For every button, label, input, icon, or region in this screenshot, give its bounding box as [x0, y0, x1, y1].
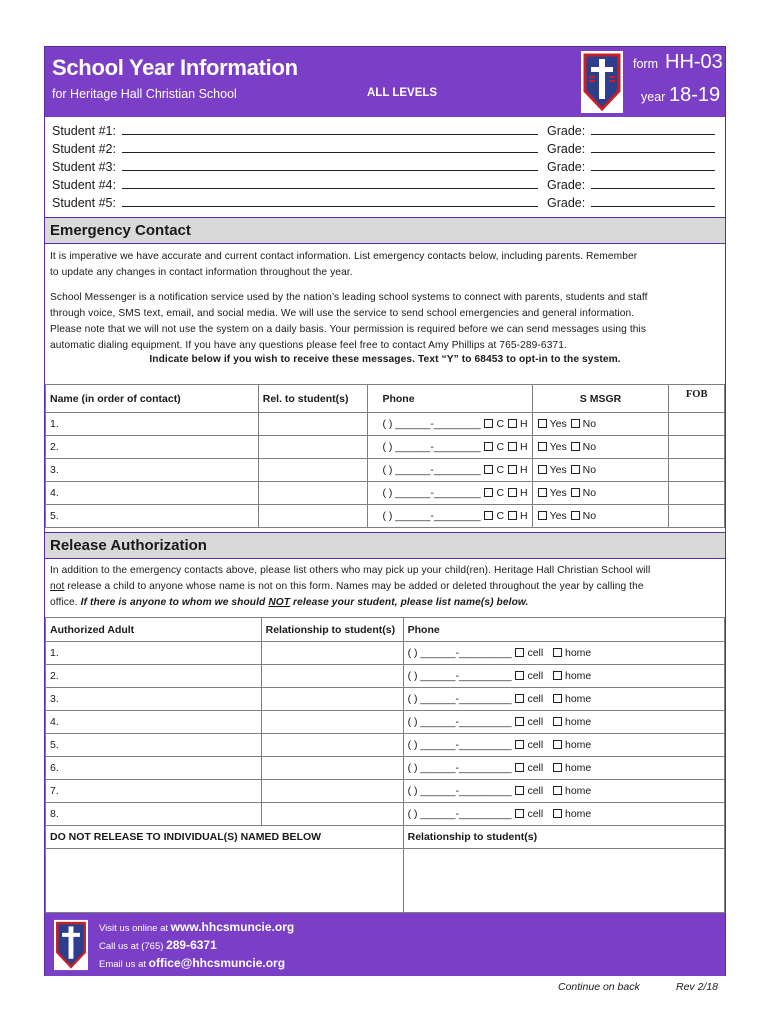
checkbox-no[interactable]	[571, 465, 580, 474]
website-link[interactable]: www.hhcsmuncie.org	[170, 920, 295, 934]
phone-link[interactable]: 289-6371	[166, 938, 217, 952]
do-not-release-names[interactable]	[46, 849, 404, 913]
relationship-cell[interactable]	[258, 436, 368, 459]
emergency-contact-table	[45, 384, 725, 528]
row-number[interactable]: 1.	[46, 413, 259, 436]
relationship-cell[interactable]	[261, 688, 403, 711]
levels-label: ALL LEVELS	[367, 87, 438, 99]
checkbox-cell[interactable]	[515, 648, 524, 657]
checkbox-cell[interactable]	[515, 786, 524, 795]
table-row	[46, 413, 725, 436]
grade-label: Grade:	[547, 124, 586, 138]
checkbox-yes[interactable]	[538, 488, 547, 497]
student-row	[52, 177, 538, 195]
grade-row	[547, 123, 715, 141]
grade-line[interactable]	[591, 141, 715, 153]
phone-cell[interactable]: ( ) ______-________ C H	[368, 459, 532, 482]
school-logo	[581, 51, 623, 113]
checkbox-no[interactable]	[571, 419, 580, 428]
phone-cell[interactable]: ( ) ______-_________ cell home	[403, 780, 724, 803]
row-number[interactable]: 2.	[46, 436, 259, 459]
checkbox-cell[interactable]	[515, 717, 524, 726]
student-label: Student #2:	[52, 142, 116, 156]
checkbox-cell[interactable]	[515, 671, 524, 680]
phone-cell[interactable]: ( ) ______-________ C H	[368, 482, 532, 505]
text-line: School Messenger is a notification service used by the nation’s leading school systems to connect with parents, students and staff	[50, 292, 648, 303]
students-block	[45, 117, 725, 213]
fob-cell[interactable]	[669, 482, 725, 505]
checkbox-home[interactable]	[508, 511, 517, 520]
checkbox-home[interactable]	[553, 740, 562, 749]
checkbox-home[interactable]	[508, 488, 517, 497]
row-number[interactable]: 6.	[46, 757, 262, 780]
grade-row	[547, 195, 715, 213]
checkbox-cell[interactable]	[484, 511, 493, 520]
fob-cell[interactable]	[669, 459, 725, 482]
table-row	[46, 505, 725, 528]
student-name-line[interactable]	[122, 177, 538, 189]
student-label: Student #1:	[52, 124, 116, 138]
student-name-line[interactable]	[122, 123, 538, 135]
checkbox-home[interactable]	[553, 809, 562, 818]
page-title: School Year Information	[52, 55, 298, 80]
continue-on-back: Continue on back	[558, 981, 640, 993]
checkbox-cell[interactable]	[515, 740, 524, 749]
col-relationship: Relationship to student(s)	[261, 618, 403, 642]
footer-phone: Call us at (765) 289-6371	[99, 938, 217, 952]
checkbox-yes[interactable]	[538, 465, 547, 474]
table-row	[46, 711, 725, 734]
year-label: year	[641, 90, 666, 104]
text-line: to update any changes in contact information throughout the year.	[50, 267, 353, 278]
table-row	[46, 642, 725, 665]
text-line: In addition to the emergency contacts above, please list others who may pick up your child(ren). Heritage Hall Christian School will	[50, 565, 651, 576]
checkbox-home[interactable]	[508, 442, 517, 451]
grade-line[interactable]	[591, 195, 715, 207]
header-banner	[45, 47, 725, 117]
row-number[interactable]: 8.	[46, 803, 262, 826]
revision-label: Rev 2/18	[676, 981, 719, 993]
relationship-cell[interactable]	[261, 642, 403, 665]
col-fob: FOB	[669, 385, 725, 413]
opt-in-instruction: Indicate below if you wish to receive these messages. Text “Y” to 68453 to opt-in to the system.	[149, 354, 621, 365]
student-label: Student #3:	[52, 160, 116, 174]
relationship-cell[interactable]	[258, 482, 368, 505]
fob-cell[interactable]	[669, 413, 725, 436]
checkbox-cell[interactable]	[515, 694, 524, 703]
emergency-intro	[50, 249, 720, 281]
checkbox-home[interactable]	[553, 694, 562, 703]
checkbox-cell[interactable]	[515, 763, 524, 772]
row-number[interactable]: 5.	[46, 505, 259, 528]
grade-row	[547, 141, 715, 159]
phone-cell[interactable]: ( ) ______-________ C H	[368, 413, 532, 436]
checkbox-home[interactable]	[553, 717, 562, 726]
checkbox-home[interactable]	[553, 671, 562, 680]
smsgr-cell: Yes No	[532, 482, 669, 505]
checkbox-cell[interactable]	[515, 809, 524, 818]
smsgr-cell: Yes No	[532, 436, 669, 459]
phone-cell[interactable]: ( ) ______-_________ cell home	[403, 803, 724, 826]
relationship-cell[interactable]	[261, 734, 403, 757]
form-label: form	[633, 57, 658, 71]
student-label: Student #5:	[52, 196, 116, 210]
table-row	[46, 803, 725, 826]
table-row	[46, 665, 725, 688]
relationship-cell[interactable]	[261, 665, 403, 688]
relationship-cell[interactable]	[258, 459, 368, 482]
do-not-release-label: DO NOT RELEASE TO INDIVIDUAL(S) NAMED BELOW	[46, 826, 404, 849]
student-name-line[interactable]	[122, 141, 538, 153]
grade-line[interactable]	[591, 177, 715, 189]
footer-website: Visit us online at www.hhcsmuncie.org	[99, 920, 295, 934]
smsgr-cell: Yes No	[532, 505, 669, 528]
checkbox-cell[interactable]	[484, 419, 493, 428]
row-number[interactable]: 3.	[46, 459, 259, 482]
relationship-cell[interactable]	[261, 780, 403, 803]
fob-cell[interactable]	[669, 505, 725, 528]
table-row	[46, 734, 725, 757]
table-row	[46, 482, 725, 505]
table-row	[46, 757, 725, 780]
phone-cell[interactable]: ( ) ______-________ C H	[368, 436, 532, 459]
row-number[interactable]: 5.	[46, 734, 262, 757]
grade-line[interactable]	[591, 159, 715, 171]
phone-cell[interactable]: ( ) ______-_________ cell home	[403, 665, 724, 688]
col-name: Name (in order of contact)	[46, 385, 259, 413]
fob-cell[interactable]	[669, 436, 725, 459]
row-number[interactable]: 2.	[46, 665, 262, 688]
form-page	[44, 46, 726, 976]
checkbox-cell[interactable]	[484, 442, 493, 451]
checkbox-no[interactable]	[571, 511, 580, 520]
grade-label: Grade:	[547, 142, 586, 156]
checkbox-home[interactable]	[508, 419, 517, 428]
grade-label: Grade:	[547, 160, 586, 174]
relationship-cell[interactable]	[261, 757, 403, 780]
school-year: 18-19	[669, 84, 721, 106]
table-row	[46, 436, 725, 459]
checkbox-home[interactable]	[508, 465, 517, 474]
footer-email: Email us at office@hhcsmuncie.org	[99, 956, 286, 970]
footer-banner	[45, 913, 725, 976]
table-row	[46, 688, 725, 711]
checkbox-yes[interactable]	[538, 511, 547, 520]
authorized-adults-table	[45, 617, 725, 913]
grade-label: Grade:	[547, 178, 586, 192]
row-number[interactable]: 4.	[46, 482, 259, 505]
checkbox-home[interactable]	[553, 648, 562, 657]
student-row	[52, 195, 538, 213]
smsgr-cell: Yes No	[532, 413, 669, 436]
phone-cell[interactable]: ( ) ______-________ C H	[368, 505, 532, 528]
email-link[interactable]: office@hhcsmuncie.org	[148, 956, 286, 970]
checkbox-no[interactable]	[571, 488, 580, 497]
student-name-line[interactable]	[122, 195, 538, 207]
text-line: office. If there is anyone to whom we should NOT release your student, please list name(s) below.	[50, 597, 529, 608]
student-row	[52, 141, 538, 159]
release-intro	[50, 563, 720, 611]
text-line: not release a child to anyone whose name is not on this form. Names may be added or deleted throughout the year by calling the	[50, 581, 644, 592]
grade-line[interactable]	[591, 123, 715, 135]
phone-cell[interactable]: ( ) ______-_________ cell home	[403, 734, 724, 757]
table-row	[46, 459, 725, 482]
release-authorization-heading: Release Authorization	[45, 532, 725, 559]
col-phone: Phone	[368, 385, 532, 413]
col-relationship: Rel. to student(s)	[258, 385, 368, 413]
do-not-release-relationship[interactable]	[403, 849, 724, 913]
student-row	[52, 123, 538, 141]
student-label: Student #4:	[52, 178, 116, 192]
row-number[interactable]: 1.	[46, 642, 262, 665]
col-phone: Phone	[403, 618, 724, 642]
row-number[interactable]: 4.	[46, 711, 262, 734]
relationship-cell[interactable]	[261, 711, 403, 734]
phone-cell[interactable]: ( ) ______-_________ cell home	[403, 688, 724, 711]
checkbox-cell[interactable]	[484, 465, 493, 474]
col-smsgr: S MSGR	[532, 385, 669, 413]
grade-label: Grade:	[547, 196, 586, 210]
phone-cell[interactable]: ( ) ______-_________ cell home	[403, 757, 724, 780]
relationship-cell[interactable]	[261, 803, 403, 826]
relationship-cell[interactable]	[258, 505, 368, 528]
grade-row	[547, 159, 715, 177]
grade-row	[547, 177, 715, 195]
checkbox-home[interactable]	[553, 763, 562, 772]
phone-cell[interactable]: ( ) ______-_________ cell home	[403, 711, 724, 734]
form-number: HH-03	[665, 51, 723, 73]
checkbox-yes[interactable]	[538, 442, 547, 451]
emergency-contact-heading: Emergency Contact	[45, 217, 725, 244]
school-subtitle: for Heritage Hall Christian School	[52, 87, 237, 101]
text-line: automatic dialing equipment. If you have any questions please feel free to contact Amy Phillips at 765-289-6371.	[50, 340, 567, 351]
phone-cell[interactable]: ( ) ______-_________ cell home	[403, 642, 724, 665]
student-name-line[interactable]	[122, 159, 538, 171]
school-messenger-info	[50, 290, 720, 354]
checkbox-cell[interactable]	[484, 488, 493, 497]
school-logo	[54, 918, 88, 972]
do-not-release-relationship-label: Relationship to student(s)	[403, 826, 724, 849]
checkbox-yes[interactable]	[538, 419, 547, 428]
row-number[interactable]: 3.	[46, 688, 262, 711]
row-number[interactable]: 7.	[46, 780, 262, 803]
checkbox-no[interactable]	[571, 442, 580, 451]
text-line: Please note that we will not use the system on a daily basis. Your permission is required before we can send messages using this	[50, 324, 647, 335]
checkbox-home[interactable]	[553, 786, 562, 795]
relationship-cell[interactable]	[258, 413, 368, 436]
student-row	[52, 159, 538, 177]
col-authorized-adult: Authorized Adult	[46, 618, 262, 642]
table-row	[46, 780, 725, 803]
text-line: It is imperative we have accurate and current contact information. List emergency contacts below, including parents. Remember	[50, 251, 638, 262]
text-line: through voice, SMS text, email, and social media. We will use the service to send school emergencies and general information.	[50, 308, 635, 319]
smsgr-cell: Yes No	[532, 459, 669, 482]
